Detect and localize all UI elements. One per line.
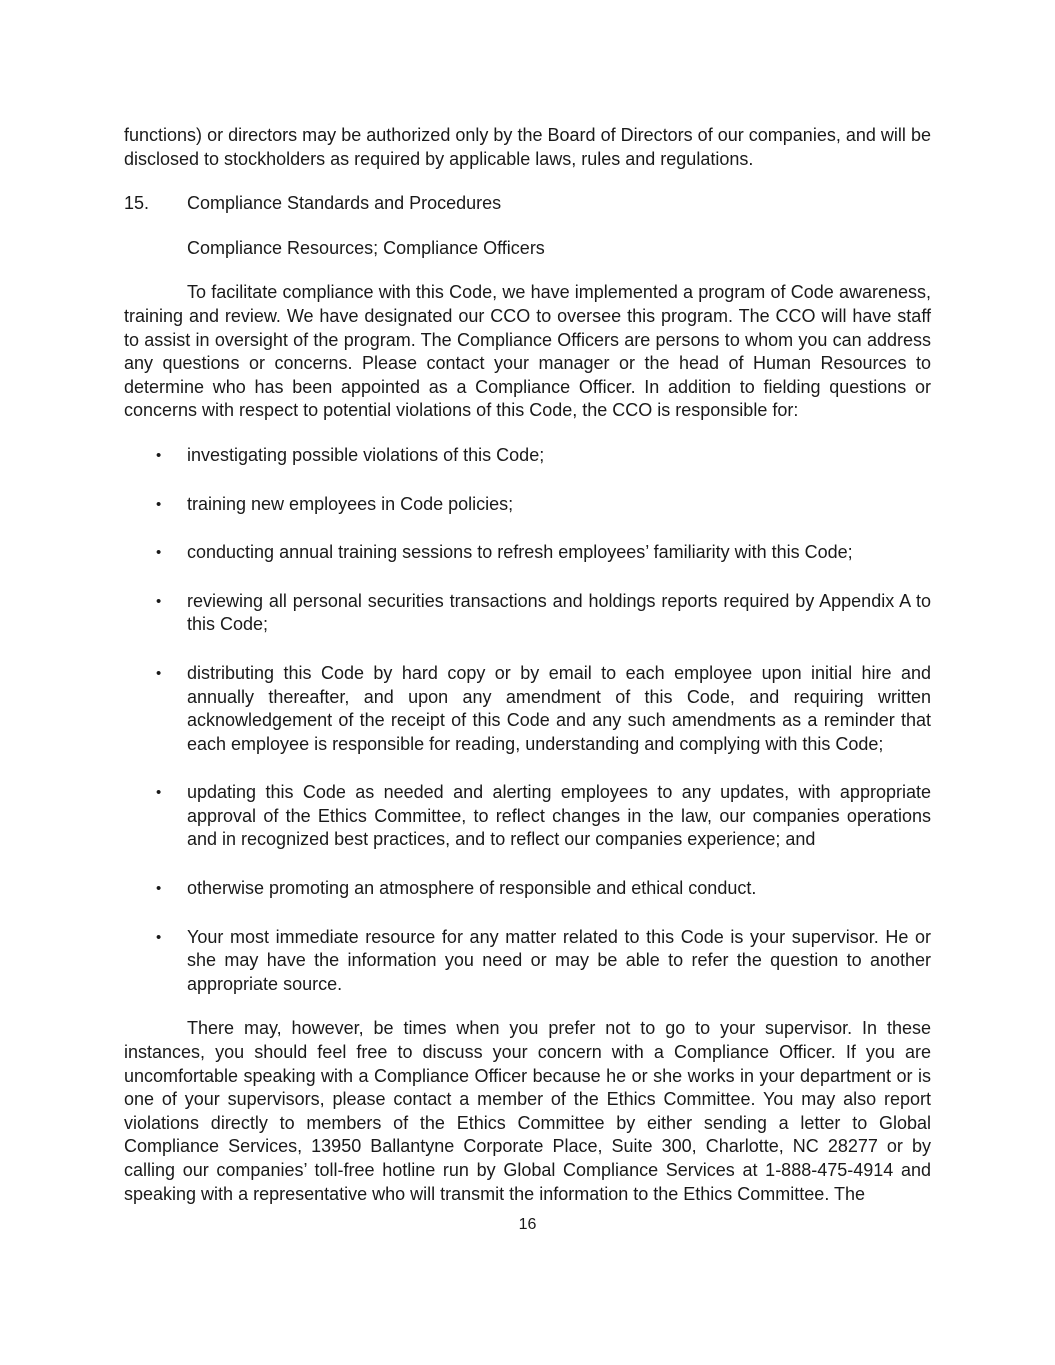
section-title: Compliance Standards and Procedures: [187, 193, 502, 214]
bullet-icon: •: [156, 592, 162, 610]
bullet-icon: •: [156, 446, 162, 464]
page-number: 16: [518, 1216, 537, 1233]
intro-paragraph: functions) or directors may be authorized only by the Board of Directors of our companies, and will be disclosed to stockholders as required by applicable laws, rules and regulations.: [124, 125, 931, 169]
bullet-icon: •: [156, 880, 162, 898]
list-item: [124, 444, 931, 468]
list-item-text: training new employees in Code policies;: [187, 493, 514, 514]
list-item-text: updating this Code as needed and alerting employees to any updates, with appropriate approval of the Ethics Committee, to reflect changes in the law, our companies operations and in recognized best practices, and to reflect our companies experience; and: [187, 782, 931, 850]
subsection-heading: Compliance Resources; Compliance Officers: [187, 237, 545, 258]
list-item: [124, 781, 931, 852]
compliance-program-paragraph: To facilitate compliance with this Code, we have implemented a program of Code awareness, training and review. We have designated our CCO to oversee this program. The CCO will have staff to assist in oversight of the program. The Compliance Officers are persons to whom you can address any questions or concerns. Please contact your manager or the head of Human Resources to determine who has been appointed as a Compliance Officer. In addition to fielding questions or concerns with respect to potential violations of this Code, the CCO is responsible for:: [124, 282, 931, 421]
section-number: 15.: [124, 193, 150, 214]
section-heading: [124, 192, 931, 216]
list-item-text: otherwise promoting an atmosphere of responsible and ethical conduct.: [187, 878, 757, 899]
list-item-text: Your most immediate resource for any matter related to this Code is your supervisor. He or she may have the information you need or may be able to refer the question to another appropriate source.: [187, 926, 931, 994]
list-item: [124, 926, 931, 997]
list-item: [124, 877, 931, 901]
responsibilities-list: [124, 444, 931, 997]
bullet-icon: •: [156, 544, 162, 562]
list-item: [124, 493, 931, 517]
reporting-paragraph: There may, however, be times when you prefer not to go to your supervisor. In these instances, you should feel free to discuss your concern with a Compliance Officer. If you are uncomfortable speaking with a Compliance Officer because he or she works in your department or is one of your supervisors, please contact a member of the Ethics Committee. You may also report violations directly to members of the Ethics Committee by either sending a letter to Global Compliance Services, 13950 Ballantyne Corporate Place, Suite 300, Charlotte, NC 28277 or by calling our companies’ toll-free hotline run by Global Compliance Services at 1-888-475-4914 and speaking with a representative who will transmit the information to the Ethics Committee. The: [124, 1018, 931, 1204]
bullet-icon: •: [156, 928, 162, 946]
list-item-text: distributing this Code by hard copy or by email to each employee upon initial hire and annually thereafter, and upon any amendment of this Code, and requiring written acknowledgement of the receipt of this Code and any such amendments as a reminder that each employee is responsible for reading, understanding and complying with this Code;: [187, 662, 931, 754]
list-item-text: reviewing all personal securities transactions and holdings reports required by Appendix A to this Code;: [187, 590, 931, 635]
document-page: [124, 124, 931, 1227]
list-item-text: investigating possible violations of this Code;: [187, 444, 545, 465]
list-item-text: conducting annual training sessions to refresh employees’ familiarity with this Code;: [187, 542, 853, 563]
bullet-icon: •: [156, 784, 162, 802]
list-item: [124, 662, 931, 756]
list-item: [124, 541, 931, 565]
bullet-icon: •: [156, 664, 162, 682]
list-item: [124, 590, 931, 637]
bullet-icon: •: [156, 495, 162, 513]
